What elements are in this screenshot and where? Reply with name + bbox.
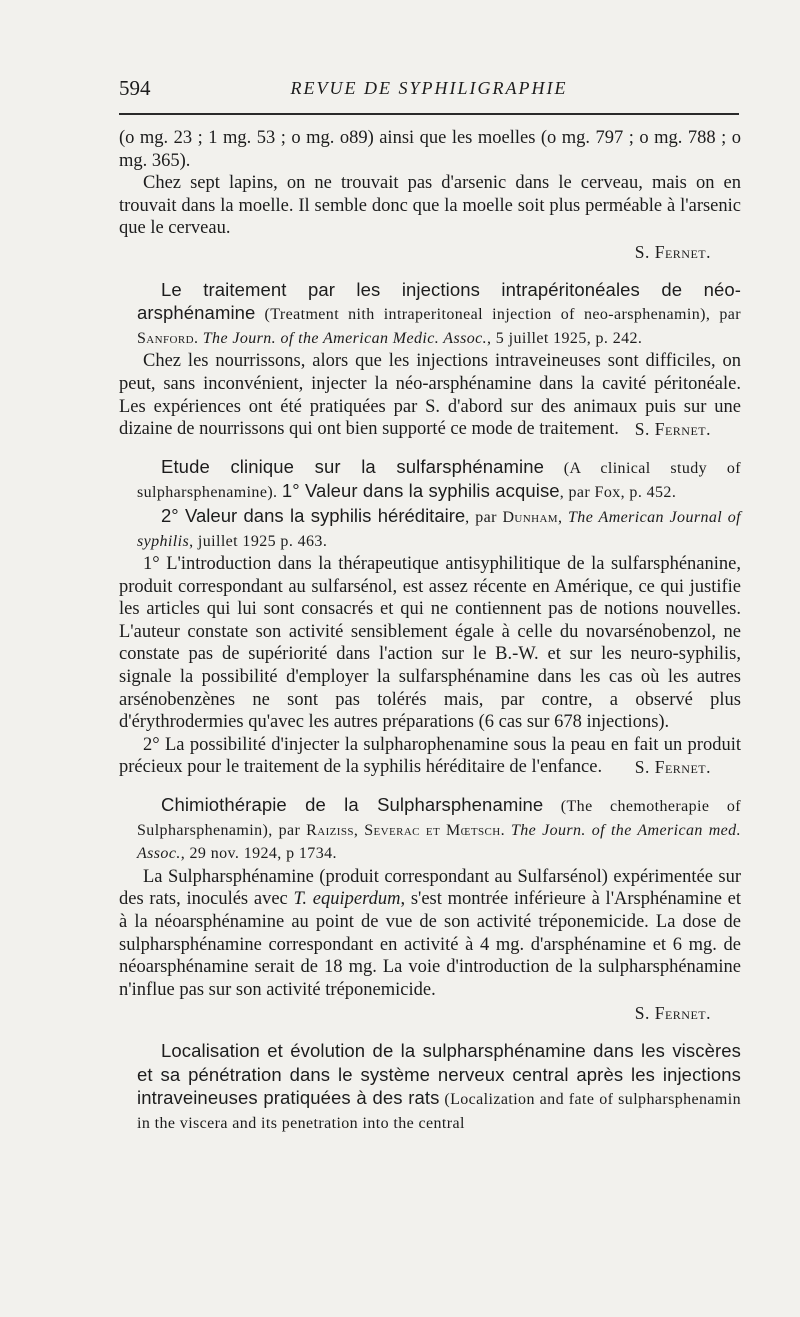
journal-name: The Journ. of the American med. Assoc. — [137, 821, 741, 863]
article-paragraph-2: 2° La possibilité d'injecter la sulpharophenamine sous la peau en fait un produit précieux pour le traitement de la syphilis héréditaire de l'enfance. — [119, 734, 741, 778]
article-localisation — [119, 1040, 741, 1135]
journal-name: The Journ. of the American Medic. Assoc. — [202, 329, 487, 347]
header-rule — [119, 113, 739, 115]
article-signature: S. Fernet. — [634, 1003, 711, 1024]
article-title: Localisation et évolution de la sulpharsphénamine dans les viscères et sa pénétration dans le système nerveux central après les injections intraveineuses pratiquées à des rats — [137, 1039, 741, 1109]
article-reference-1: , par Fox, p. 452. — [559, 484, 677, 502]
running-title: REVUE DE SYPHILIGRAPHIE — [290, 78, 568, 98]
intro-paragraph-1: (o mg. 23 ; 1 mg. 53 ; o mg. o89) ainsi que les moelles (o mg. 797 ; o mg. 788 ; o mg. 365). — [119, 128, 741, 171]
journal-name: The American Journal of syphilis — [137, 508, 741, 550]
article-signature: S. Fernet. — [634, 419, 711, 440]
article-title: Chimiothérapie de la Sulpharsphenamine — [161, 794, 544, 816]
page-number: 594 — [119, 76, 151, 100]
article-reference: (Localization and fate of sulpharsphenamin in the viscera and its penetration into the central — [137, 1091, 741, 1132]
article-reference: (The chemotherapie of Sulpharsphenamin), par Raiziss, Severac et Mœtsch. The Journ. of the American med. Assoc., 29 nov. 1924, p 1734. — [137, 798, 741, 863]
article-reference: (A clinical study of sulpharsphenamine). — [137, 459, 741, 502]
article-paragraph: La Sulpharsphénamine (produit correspondant au Sulfarsénol) expérimentée sur des rats, inoculés avec T. equiperdum, s'est montrée inférieure à l'Arsphénamine et à la néoarsphénamine au point de vue de son activité tréponemicide. La dose de sulpharsphénamine correspondant en activité à 4 mg. d'arsphénamine et 6 mg. de néoarsphénamine serait de 18 mg. La voie d'introduction de la sulpharsphénamine n'influe pas sur son activité tréponemicide. — [119, 866, 741, 1000]
article-heading — [119, 456, 741, 505]
intro-paragraph-2: Chez sept lapins, on ne trouvait pas d'arsenic dans le cerveau, mais on en trouvait dans la moelle. Il semble donc que la moelle soit plus perméable à l'arsenic que le cerveau. — [119, 173, 741, 239]
article-title: Etude clinique sur la sulfarsphénamine — [161, 455, 545, 477]
article-chemotherapy — [119, 794, 741, 1025]
article-paragraph-1: 1° L'introduction dans la thérapeutique antisyphilitique de la sulfarsphénanine, produit correspondant au sulfarsénol, est assez récente en Amérique, ce qui justifie les articles qui lui sont consacrés et qui ne contiennent pas de notions nouvelles. L'auteur constate son activité sensiblement égale à celle du novarsénobenzol, ne constate pas de supériorité dans l'action sur le B.-W. et sur les neuro-syphilis, signale la possibilité d'employer la sulfarsphénamine dans les cas où les autres arsénobenzènes ne sont pas tolérés mais, par contre, a observé plus d'érythrodermies qu'avec les autres préparations (6 cas sur 678 injections). — [119, 554, 741, 733]
article-heading — [119, 1040, 741, 1135]
article-paragraph: Chez les nourrissons, alors que les injections intraveineuses sont difficiles, on peut, sans inconvénient, injecter la néo-arsphénamine dans la cavité péritonéale. Les expériences ont été pratiquées par S. d'abord sur des animaux puis sur une dizaine de nourrissons qui ont bien supporté ce mode de traitement. — [119, 351, 741, 440]
article-subheading: 2° Valeur dans la syphilis héréditaire, par Dunham, The American Journal of syphilis, juillet 1925 p. 463. — [137, 504, 741, 550]
article-sulfarsphenamine-clinical — [119, 456, 741, 779]
article-author: Sanford — [137, 329, 194, 347]
intro-signature: S. Fernet. — [634, 241, 711, 262]
article-signature: S. Fernet. — [634, 757, 711, 778]
article-reference: (Treatment nith intraperitoneal injection of neo-arsphenamin), par Sanford. The Journ. of the American Medic. Assoc., 5 juillet 1925, p. 242. — [137, 306, 741, 347]
article-heading — [119, 279, 741, 351]
organism-name: T. equiperdum — [293, 889, 401, 910]
article-heading — [119, 794, 741, 866]
page-header — [119, 76, 739, 102]
article-neo-arsphenamine — [119, 279, 741, 441]
page-body — [119, 127, 741, 1135]
article-subtitle-2: 2° Valeur dans la syphilis héréditaire — [161, 504, 466, 526]
article-title: Le traitement par les injections intrapéritonéales de néo-arsphénamine — [137, 278, 741, 324]
article-subtitle-1: 1° Valeur dans la syphilis acquise — [281, 480, 560, 502]
article-authors: Raiziss, Severac et Mœtsch — [306, 821, 501, 839]
article-author: Dunham — [502, 508, 558, 526]
